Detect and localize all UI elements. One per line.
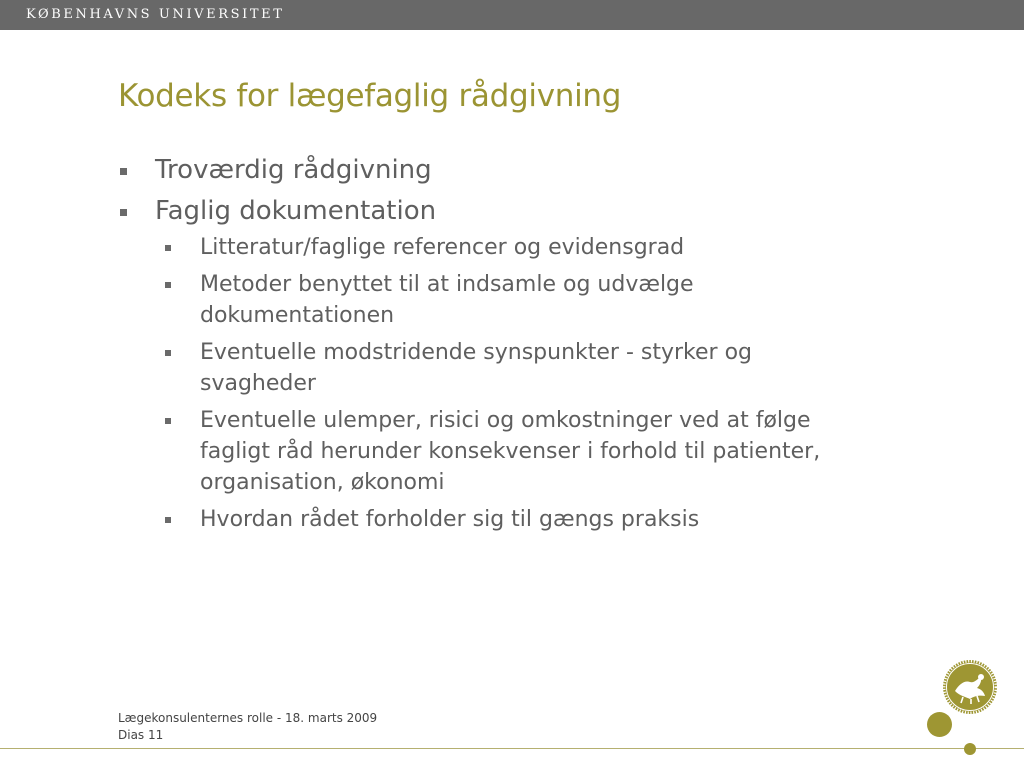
university-seal-icon: [941, 658, 999, 716]
bullet-list: [118, 154, 878, 544]
bullet-item: [118, 154, 878, 186]
slide-title: Kodeks for lægefaglig rådgivning: [118, 78, 622, 114]
sub-bullet-text: Metoder benyttet til at indsamle og udvælge dokumentationen: [200, 272, 694, 328]
decorative-dot-small: [964, 743, 976, 755]
sub-bullet-text: Litteratur/faglige referencer og evidensgrad: [200, 235, 685, 260]
footer-slide-number: Dias 11: [118, 728, 164, 742]
sub-bullet-item: [163, 504, 860, 535]
footer-divider: [0, 748, 1024, 749]
bullet-text: Faglig dokumentation: [155, 196, 437, 226]
square-bullet-icon: [165, 282, 171, 288]
sub-bullet-list: [163, 232, 878, 535]
square-bullet-icon: [165, 245, 171, 251]
bullet-item: [118, 195, 878, 535]
decorative-dot-large: [927, 712, 952, 737]
sub-bullet-text: Eventuelle ulemper, risici og omkostninger ved at følge fagligt råd herunder konsekvenser i forhold til patienter, organisation, økonomi: [200, 408, 821, 495]
university-name: KØBENHAVNS UNIVERSITET: [26, 7, 285, 22]
bullet-text: Troværdig rådgivning: [155, 155, 432, 185]
square-bullet-icon: [165, 517, 171, 523]
header-bar: [0, 0, 1024, 30]
sub-bullet-text: Hvordan rådet forholder sig til gængs praksis: [200, 507, 700, 532]
square-bullet-icon: [165, 418, 171, 424]
square-bullet-icon: [165, 350, 171, 356]
sub-bullet-item: [163, 232, 860, 263]
sub-bullet-item: [163, 337, 860, 399]
slide-footer: [118, 710, 377, 744]
square-bullet-icon: [120, 168, 127, 175]
sub-bullet-item: [163, 269, 860, 331]
sub-bullet-item: [163, 405, 860, 498]
sub-bullet-text: Eventuelle modstridende synspunkter - styrker og svagheder: [200, 340, 753, 396]
square-bullet-icon: [120, 209, 127, 216]
footer-presentation-title: Lægekonsulenternes rolle - 18. marts 2009: [118, 711, 378, 725]
